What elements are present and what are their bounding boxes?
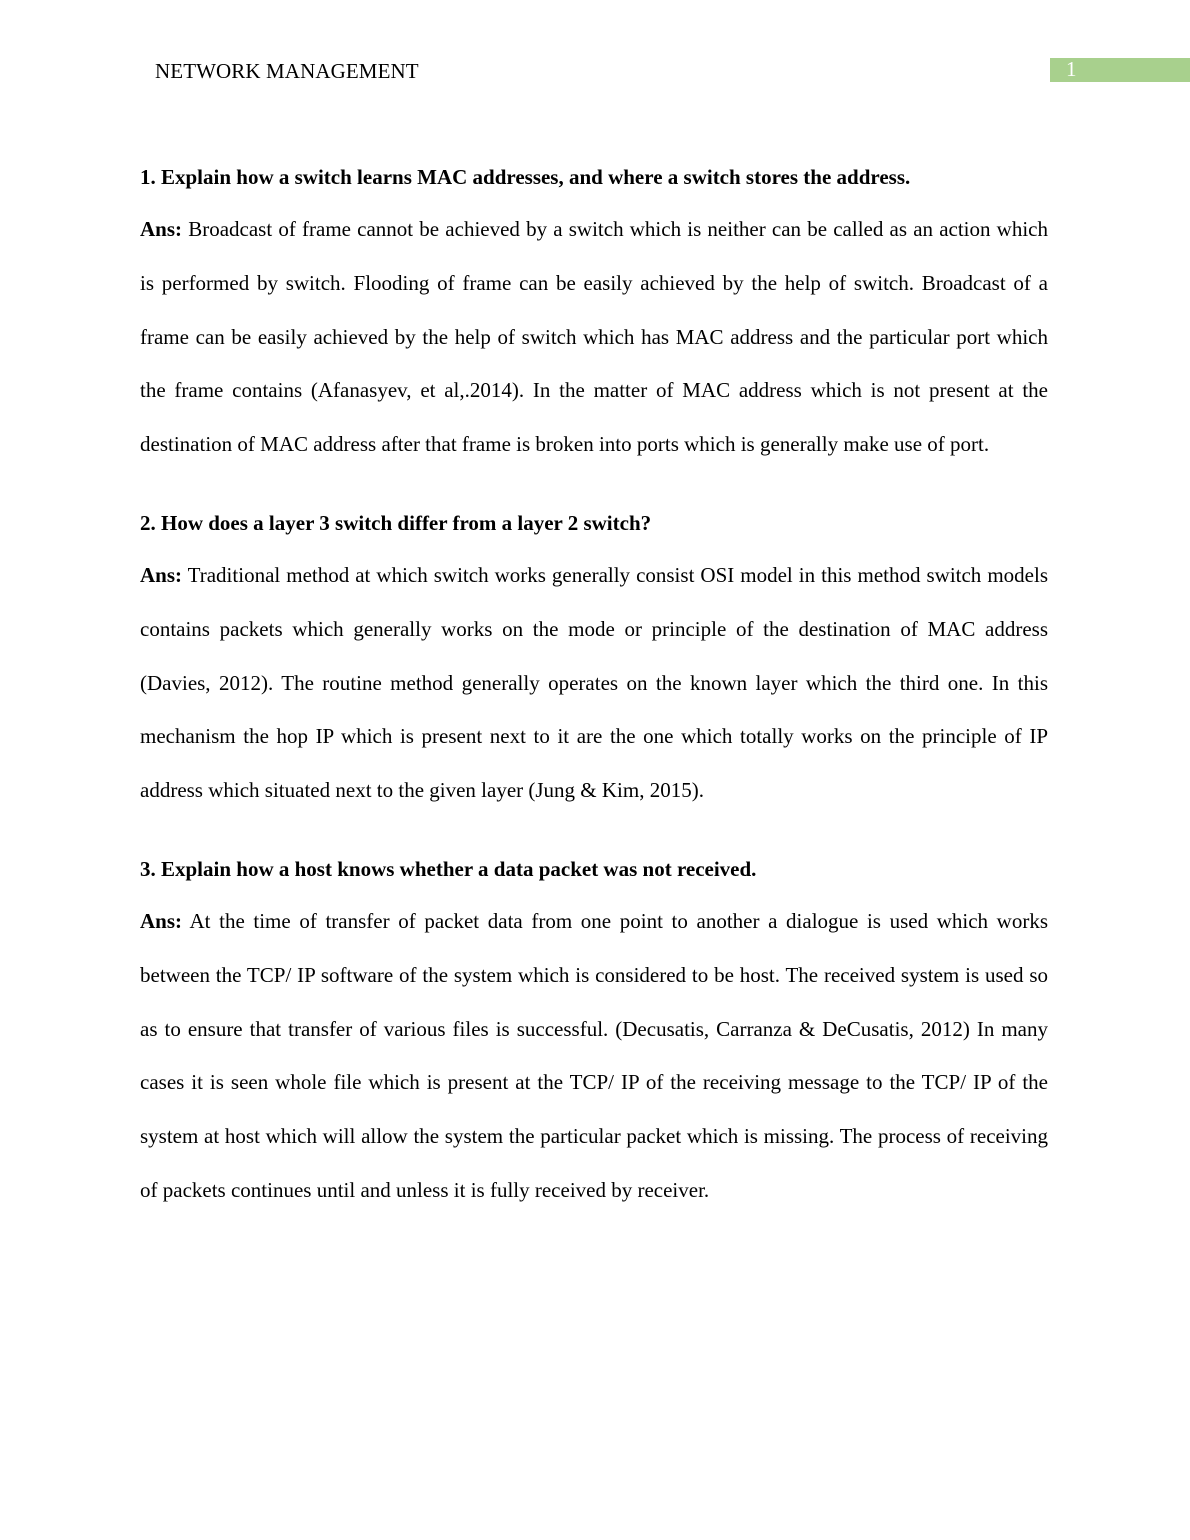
question-heading: 2. How does a layer 3 switch differ from a layer 2 switch? <box>140 510 652 535</box>
answer-paragraph <box>140 549 1048 818</box>
page-number-badge <box>1050 58 1190 82</box>
running-head: NETWORK MANAGEMENT <box>155 59 419 83</box>
answer-paragraph <box>140 203 1048 472</box>
answer-text: Broadcast of frame cannot be achieved by a switch which is neither can be called as an action which is performed by switch. Flooding of frame can be easily achieved by the help of switch. Broadcast of a frame can be easily achieved by the help of switch which has MAC address and the particular port which the frame contains (Afanasyev, et al,.2014). In the matter of MAC address which is not present at the destination of MAC address after that frame is broken into ports which is generally make use of port. <box>140 217 1048 457</box>
answer-paragraph <box>140 895 1048 1218</box>
qa-section-3 <box>140 842 1048 1218</box>
answer-text: Traditional method at which switch works generally consist OSI model in this method switch models contains packets which generally works on the mode or principle of the destination of MAC address (Davies, 2012). The routine method generally operates on the known layer which the third one. In this mechanism the hop IP which is present next to it are the one which totally works on the principle of IP address which situated next to the given layer (Jung & Kim, 2015). <box>140 562 1048 803</box>
qa-section-2 <box>140 496 1048 818</box>
answer-label: Ans: <box>140 217 183 241</box>
answer-label: Ans: <box>140 562 183 587</box>
page-number: 1 <box>1066 57 1077 81</box>
question-heading: 1. Explain how a switch learns MAC addresses, and where a switch stores the address. <box>140 165 911 189</box>
answer-text: At the time of transfer of packet data from one point to another a dialogue is used which works between the TCP/ IP software of the system which is considered to be host. The received system is used so as to ensure that transfer of various files is successful. (Decusatis, Carranza & DeCusatis, 2012) In many cases it is seen whole file which is present at the TCP/ IP of the receiving message to the TCP/ IP of the system at host which will allow the system the particular packet which is missing. The process of receiving of packets continues until and unless it is fully received by receiver. <box>140 908 1048 1202</box>
document-body <box>140 150 1048 1242</box>
qa-section-1 <box>140 150 1048 472</box>
question-heading: 3. Explain how a host knows whether a data packet was not received. <box>140 856 757 881</box>
answer-label: Ans: <box>140 908 183 933</box>
